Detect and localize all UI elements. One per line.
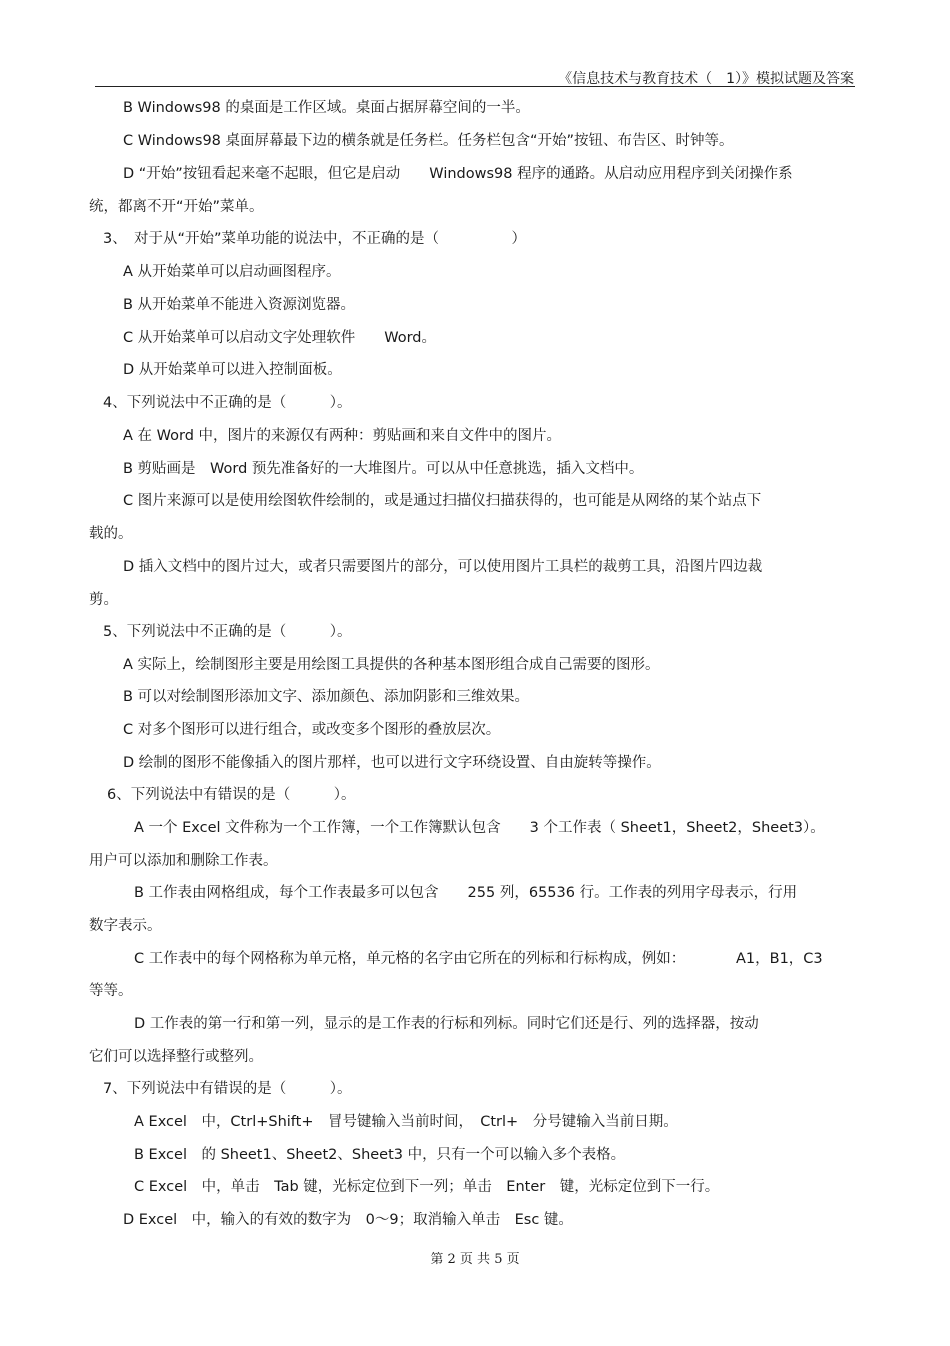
text-line: 统，都离不开“开始”菜单。 <box>89 199 264 215</box>
text-line: 数字表示。 <box>89 918 162 934</box>
text-line: D 插入文档中的图片过大，或者只需要图片的部分，可以使用图片工具栏的裁剪工具，沿图片四边裁 <box>123 559 763 575</box>
text-line: B 可以对绘制图形添加文字、添加颜色、添加阴影和三维效果。 <box>123 689 530 705</box>
text-line: B 剪贴画是 Word 预先准备好的一大堆图片。可以从中任意挑选，插入文档中。 <box>123 461 644 477</box>
text-line: 载的。 <box>89 526 133 542</box>
text-line: A 在 Word 中，图片的来源仅有两种：剪贴画和来自文件中的图片。 <box>123 428 562 444</box>
question-heading: 6、下列说法中有错误的是（ ）。 <box>107 787 356 803</box>
text-line: C 图片来源可以是使用绘图软件绘制的，或是通过扫描仪扫描获得的，也可能是从网络的某个站点下 <box>123 493 762 509</box>
text-line: A 从开始菜单可以启动画图程序。 <box>123 264 341 280</box>
text-line: B 工作表由网格组成，每个工作表最多可以包含 255 列，65536 行。工作表的列用字母表示，行用 <box>134 885 798 901</box>
question-heading: 7、下列说法中有错误的是（ ）。 <box>103 1081 352 1097</box>
question-heading: 4、下列说法中不正确的是（ ）。 <box>103 395 352 411</box>
text-line: D 绘制的图形不能像插入的图片那样，也可以进行文字环绕设置、自由旋转等操作。 <box>123 755 661 771</box>
text-line: A 一个 Excel 文件称为一个工作簿，一个工作簿默认包含 3 个工作表（ Sheet1，Sheet2，Sheet3）。 <box>134 820 825 836</box>
text-line: D 从开始菜单可以进入控制面板。 <box>123 362 342 378</box>
text-line: C Excel 中，单击 Tab 键，光标定位到下一列；单击 Enter 键，光标定位到下一行。 <box>134 1179 720 1195</box>
text-line: C 从开始菜单可以启动文字处理软件 Word。 <box>123 330 437 346</box>
header-title: 《信息技术与教育技术（ 1）》模拟试题及答案 <box>558 71 854 87</box>
text-line: 用户可以添加和删除工作表。 <box>89 853 278 869</box>
text-line: 等等。 <box>89 983 133 999</box>
text-line: C 对多个图形可以进行组合，或改变多个图形的叠放层次。 <box>123 722 501 738</box>
text-line: D Excel 中，输入的有效的数字为 0～9；取消输入单击 Esc 键。 <box>123 1212 573 1228</box>
text-line: A 实际上，绘制图形主要是用绘图工具提供的各种基本图形组合成自己需要的图形。 <box>123 657 660 673</box>
text-line: A Excel 中，Ctrl+Shift+ 冒号键输入当前时间， Ctrl+ 分号键输入当前日期。 <box>134 1114 678 1130</box>
text-line: D 工作表的第一行和第一列，显示的是工作表的行标和列标。同时它们还是行、列的选择器，按动 <box>134 1016 759 1032</box>
text-line: 它们可以选择整行或整列。 <box>89 1049 263 1065</box>
page-number: 第 2 页 共 5 页 <box>430 1252 520 1267</box>
question-heading: 5、下列说法中不正确的是（ ）。 <box>103 624 352 640</box>
text-line: 剪。 <box>89 592 118 608</box>
text-line: B Windows98 的桌面是工作区域。桌面占据屏幕空间的一半。 <box>123 100 530 116</box>
text-line: B 从开始菜单不能进入资源浏览器。 <box>123 297 356 313</box>
text-line: B Excel 的 Sheet1、Sheet2、Sheet3 中，只有一个可以输入多个表格。 <box>134 1147 626 1163</box>
text-line: C 工作表中的每个网格称为单元格，单元格的名字由它所在的列标和行标构成，例如： A1，B1，C3 <box>134 951 823 967</box>
header-divider <box>95 86 855 87</box>
question-heading: 3、 对于从“开始”菜单功能的说法中，不正确的是（ ） <box>103 231 526 247</box>
text-line: D “开始”按钮看起来毫不起眼，但它是启动 Windows98 程序的通路。从启动应用程序到关闭操作系 <box>123 166 793 182</box>
text-line: C Windows98 桌面屏幕最下边的横条就是任务栏。任务栏包含“开始”按钮、布告区、时钟等。 <box>123 133 734 149</box>
